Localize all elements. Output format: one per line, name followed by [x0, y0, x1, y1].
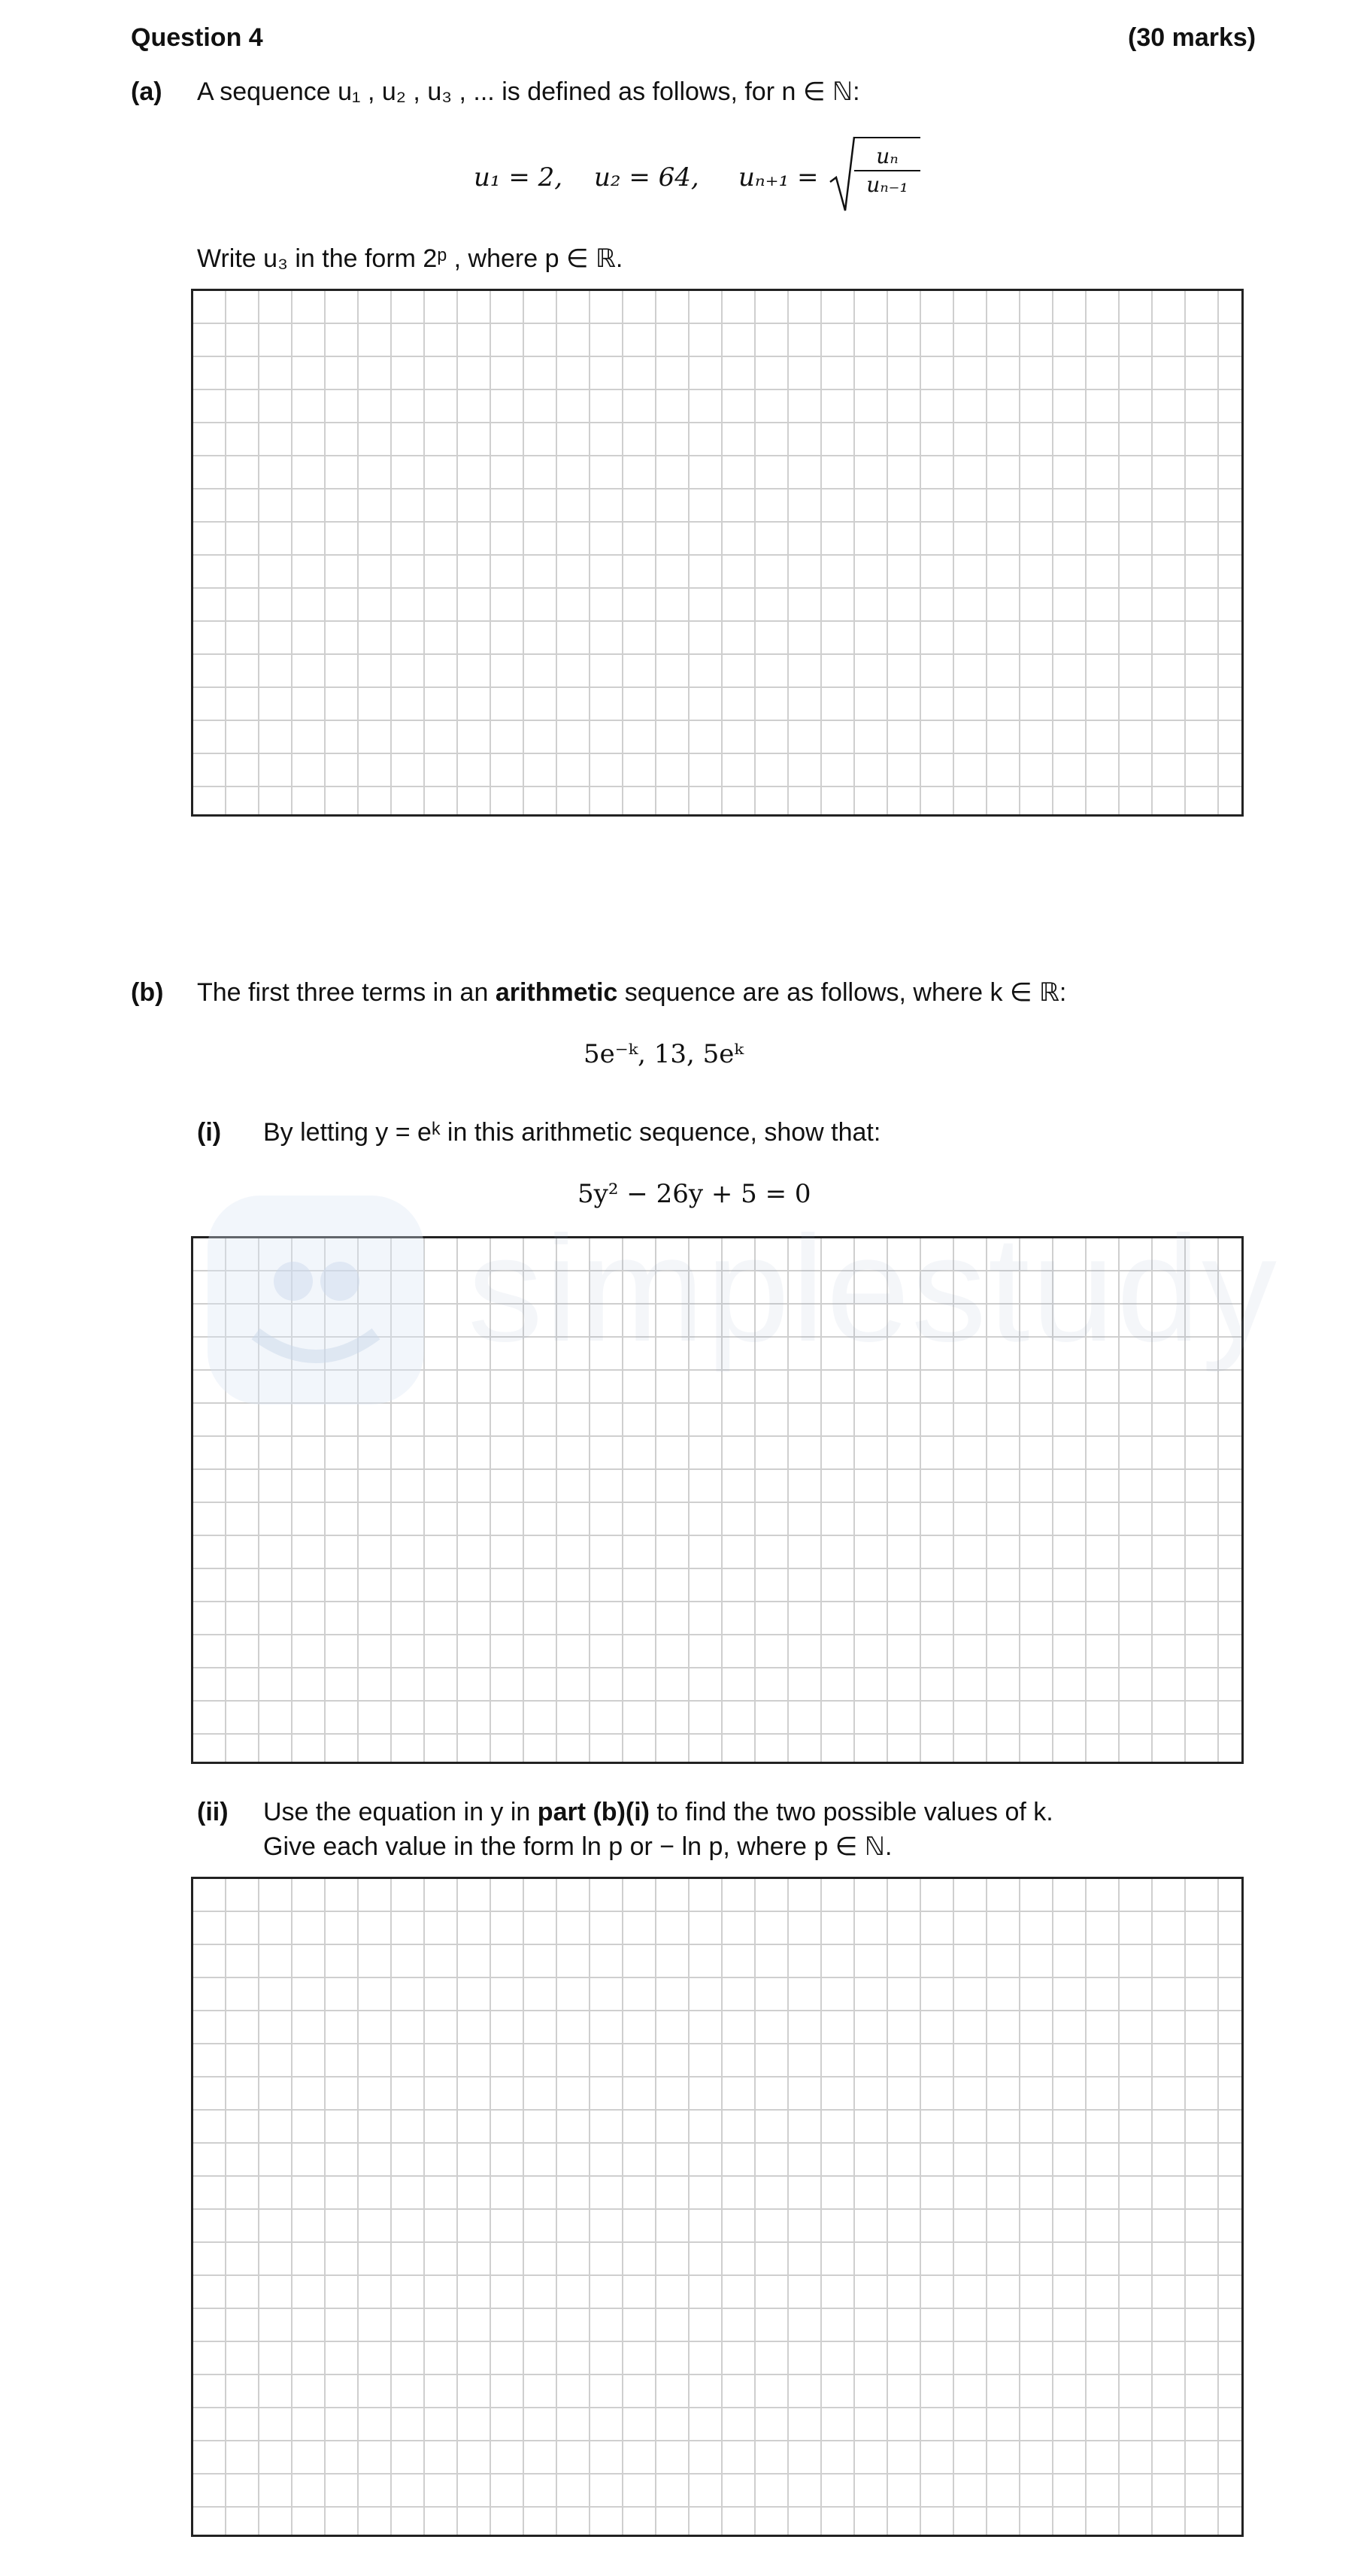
part-b-intro: [197, 976, 1066, 1009]
answer-box-b-ii[interactable]: [191, 1877, 1244, 2537]
formula-u2: u₂ = 64,: [594, 162, 699, 192]
formula-fraction: [854, 143, 920, 199]
part-b-ii-line1-bold: part (b)(i): [537, 1798, 650, 1826]
part-a-intro: A sequence u₁ , u₂ , u₃ , ... is defined as follows, for n ∈ ℕ:: [197, 77, 860, 106]
part-b-ii-line1-post: to find the two possible values of k.: [649, 1798, 1053, 1826]
marks-label: (30 marks): [1128, 23, 1256, 52]
part-b-intro-bold: arithmetic: [495, 978, 618, 1007]
part-b-intro-pre: The first three terms in an: [197, 978, 496, 1007]
part-b-ii-label: (ii): [197, 1798, 229, 1826]
quadratic-equation: 5y² − 26y + 5 = 0: [577, 1179, 811, 1209]
part-b-ii-line1: [263, 1796, 1053, 1829]
recurrence-formula: [466, 134, 932, 224]
formula-u1: u₁ = 2,: [474, 162, 563, 192]
part-b-i-label: (i): [197, 1118, 222, 1147]
sqrt-sign: [829, 135, 856, 214]
part-a-label: (a): [131, 77, 162, 106]
part-b-label: (b): [131, 978, 164, 1007]
part-b-i-instruction: By letting y = eᵏ in this arithmetic sequence, show that:: [263, 1118, 881, 1147]
part-b-intro-post: sequence are as follows, where k ∈ ℝ:: [617, 978, 1067, 1007]
fraction-numerator: uₙ: [854, 143, 920, 171]
answer-box-b-i[interactable]: [191, 1236, 1244, 1764]
sqrt-overbar: [854, 137, 920, 138]
fraction-denominator: uₙ₋₁: [866, 172, 908, 197]
formula-lhs: uₙ₊₁ =: [738, 162, 819, 192]
part-b-ii-line2: Give each value in the form ln p or − ln p, where p ∈ ℕ.: [263, 1832, 893, 1861]
sequence-terms: 5e⁻ᵏ, 13, 5eᵏ: [583, 1039, 744, 1069]
question-title: Question 4: [131, 23, 263, 52]
part-a-instruction: Write u₃ in the form 2ᵖ , where p ∈ ℝ.: [197, 244, 623, 273]
part-b-ii-line1-pre: Use the equation in y in: [263, 1798, 538, 1826]
answer-box-a[interactable]: [191, 289, 1244, 817]
